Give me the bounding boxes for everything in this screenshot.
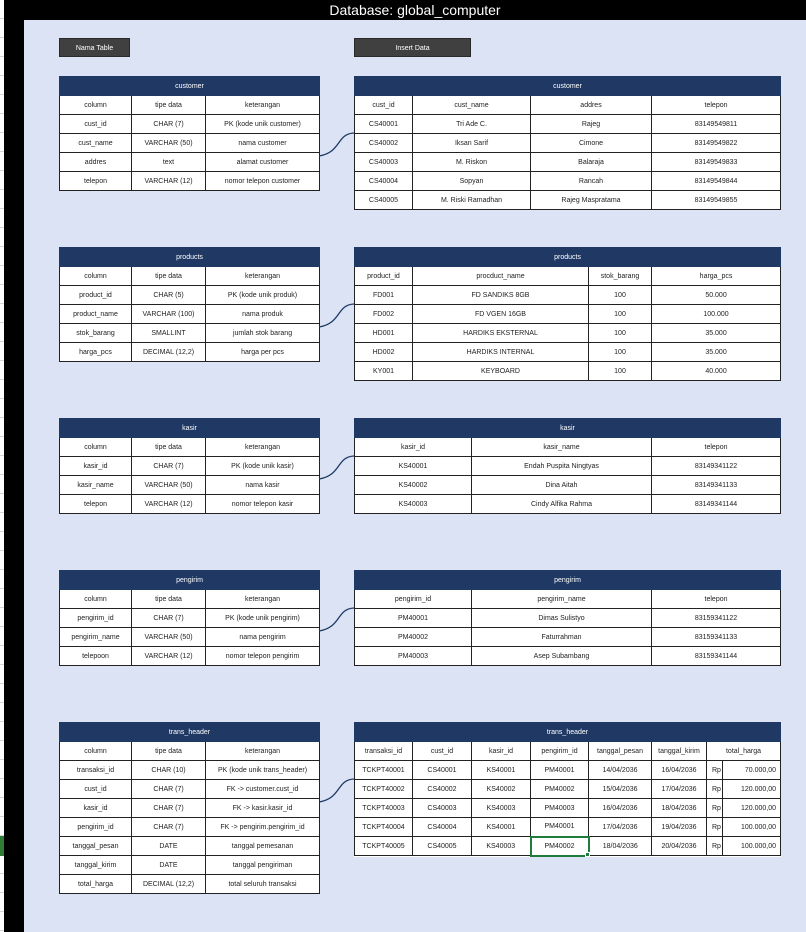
data-cell[interactable]: 83149549822: [652, 134, 781, 153]
data-cell[interactable]: FD SANDIKS 8GB: [413, 286, 589, 305]
data-cell[interactable]: KY001: [355, 362, 413, 381]
schema-row: [60, 324, 320, 343]
data-cell[interactable]: PM40001: [531, 761, 589, 780]
data-row: [355, 799, 781, 818]
left-dark-band: [4, 0, 24, 932]
data-cell[interactable]: FD002: [355, 305, 413, 324]
data-cell[interactable]: CS40004: [355, 172, 413, 191]
data-cell[interactable]: 14/04/2036: [589, 761, 652, 780]
data-cell[interactable]: Asep Subambang: [472, 647, 652, 666]
schema-cell[interactable]: FK -> customer.cust_id: [206, 780, 320, 799]
currency-cell[interactable]: Rp: [707, 818, 723, 837]
data-row: [355, 343, 781, 362]
data-cell[interactable]: PM40003: [355, 647, 472, 666]
schema-row: [60, 818, 320, 837]
data-cell[interactable]: 100: [589, 305, 652, 324]
schema-header-cell[interactable]: tipe data: [132, 96, 206, 115]
schema-cell[interactable]: tanggal pengiriman: [206, 856, 320, 875]
schema-row: [60, 647, 320, 666]
kasir-schema-table: [59, 418, 320, 514]
schema-row: [60, 495, 320, 514]
data-header-cell[interactable]: pengirim_id: [531, 742, 589, 761]
schema-row: [60, 115, 320, 134]
schema-cell[interactable]: CHAR (7): [132, 818, 206, 837]
data-cell[interactable]: CS40003: [413, 799, 472, 818]
data-header-cell[interactable]: cust_id: [355, 96, 413, 115]
data-cell[interactable]: 83149549844: [652, 172, 781, 191]
schema-cell[interactable]: telepon: [60, 172, 132, 191]
data-cell[interactable]: 40.000: [652, 362, 781, 381]
schema-header-cell[interactable]: column: [60, 96, 132, 115]
schema-row: [60, 343, 320, 362]
schema-title: kasir: [60, 419, 320, 438]
schema-cell[interactable]: tanggal_kirim: [60, 856, 132, 875]
data-header-cell[interactable]: addres: [531, 96, 652, 115]
schema-cell[interactable]: pengirim_id: [60, 818, 132, 837]
schema-cell[interactable]: VARCHAR (100): [132, 305, 206, 324]
data-row: [355, 609, 781, 628]
data-cell[interactable]: CS40005: [413, 837, 472, 856]
pengirim-schema-table: [59, 570, 320, 666]
data-row: [355, 476, 781, 495]
data-cell[interactable]: CS40001: [413, 761, 472, 780]
currency-cell[interactable]: Rp: [707, 837, 723, 856]
schema-cell[interactable]: cust_id: [60, 780, 132, 799]
data-cell[interactable]: HARDIKS EKSTERNAL: [413, 324, 589, 343]
data-cell[interactable]: 83149341133: [652, 476, 781, 495]
data-cell[interactable]: CS40001: [355, 115, 413, 134]
data-header-cell[interactable]: telepon: [652, 438, 781, 457]
data-header-cell[interactable]: pengirim_id: [355, 590, 472, 609]
data-row: [355, 837, 781, 856]
data-row: [355, 628, 781, 647]
data-cell[interactable]: CS40003: [355, 153, 413, 172]
trans-header-data-table: [354, 722, 781, 857]
data-cell[interactable]: FD001: [355, 286, 413, 305]
customer-schema-table: [59, 76, 320, 191]
schema-cell[interactable]: CHAR (10): [132, 761, 206, 780]
schema-cell[interactable]: CHAR (7): [132, 115, 206, 134]
schema-cell[interactable]: VARCHAR (50): [132, 476, 206, 495]
data-cell[interactable]: Cimone: [531, 134, 652, 153]
data-row: [355, 362, 781, 381]
schema-cell[interactable]: nama customer: [206, 134, 320, 153]
schema-header-cell[interactable]: column: [60, 438, 132, 457]
schema-cell[interactable]: telepoon: [60, 647, 132, 666]
data-cell[interactable]: 83149549855: [652, 191, 781, 210]
data-cell[interactable]: 50.000: [652, 286, 781, 305]
schema-header-cell[interactable]: keterangan: [206, 96, 320, 115]
data-cell[interactable]: FD VGEN 16GB: [413, 305, 589, 324]
schema-cell[interactable]: nomor telepon pengirim: [206, 647, 320, 666]
currency-cell[interactable]: Rp: [707, 761, 723, 780]
schema-header-cell[interactable]: tipe data: [132, 267, 206, 286]
data-header-cell[interactable]: tanggal_pesan: [589, 742, 652, 761]
data-cell[interactable]: 100: [589, 343, 652, 362]
data-cell[interactable]: PM40003: [531, 799, 589, 818]
kasir-data-table: [354, 418, 781, 514]
data-row: [355, 115, 781, 134]
schema-header-cell[interactable]: tipe data: [132, 742, 206, 761]
data-cell[interactable]: 100: [589, 324, 652, 343]
schema-row: [60, 837, 320, 856]
database-title: Database: global_computer: [24, 0, 806, 20]
data-row: [355, 780, 781, 799]
schema-cell[interactable]: PK (kode unik customer): [206, 115, 320, 134]
data-cell[interactable]: Dina Aitah: [472, 476, 652, 495]
data-cell[interactable]: Rajeg Maspratama: [531, 191, 652, 210]
data-cell[interactable]: 83159341122: [652, 609, 781, 628]
data-title: kasir: [355, 419, 781, 438]
schema-cell[interactable]: stok_barang: [60, 324, 132, 343]
schema-header-cell[interactable]: tipe data: [132, 438, 206, 457]
data-cell[interactable]: M. Riski Ramadhan: [413, 191, 531, 210]
schema-cell[interactable]: nomor telepon customer: [206, 172, 320, 191]
schema-cell[interactable]: telepon: [60, 495, 132, 514]
schema-cell[interactable]: SMALLINT: [132, 324, 206, 343]
data-cell[interactable]: Faturrahman: [472, 628, 652, 647]
data-cell[interactable]: 100.000: [652, 305, 781, 324]
schema-title: products: [60, 248, 320, 267]
data-cell[interactable]: KS40003: [355, 495, 472, 514]
schema-title: pengirim: [60, 571, 320, 590]
data-cell[interactable]: 83149549811: [652, 115, 781, 134]
data-row: [355, 286, 781, 305]
schema-cell[interactable]: addres: [60, 153, 132, 172]
data-header-cell[interactable]: kasir_id: [472, 742, 531, 761]
data-header-cell[interactable]: telepon: [652, 590, 781, 609]
schema-header-cell[interactable]: tipe data: [132, 590, 206, 609]
schema-title: trans_header: [60, 723, 320, 742]
data-cell[interactable]: 83159341144: [652, 647, 781, 666]
schema-row: [60, 799, 320, 818]
schema-cell[interactable]: harga per pcs: [206, 343, 320, 362]
data-cell[interactable]: KEYBOARD: [413, 362, 589, 381]
data-row: [355, 457, 781, 476]
data-row: [355, 761, 781, 780]
schema-cell[interactable]: product_name: [60, 305, 132, 324]
data-cell[interactable]: 18/04/2036: [589, 837, 652, 856]
data-header-cell[interactable]: pengirim_name: [472, 590, 652, 609]
selection-fill-handle[interactable]: [585, 852, 590, 857]
insert-data-label[interactable]: Insert Data: [354, 38, 471, 57]
schema-cell[interactable]: pengirim_id: [60, 609, 132, 628]
schema-row: [60, 780, 320, 799]
data-cell[interactable]: 35.000: [652, 324, 781, 343]
amount-cell[interactable]: 100.000,00: [723, 818, 781, 837]
data-cell[interactable]: Iksan Sarif: [413, 134, 531, 153]
schema-header-cell[interactable]: column: [60, 742, 132, 761]
data-cell[interactable]: 83149341144: [652, 495, 781, 514]
data-cell[interactable]: 20/04/2036: [652, 837, 707, 856]
schema-header-cell[interactable]: column: [60, 590, 132, 609]
schema-row: [60, 286, 320, 305]
schema-header-cell[interactable]: keterangan: [206, 438, 320, 457]
data-cell[interactable]: 83149549833: [652, 153, 781, 172]
schema-cell[interactable]: kasir_id: [60, 457, 132, 476]
schema-cell[interactable]: CHAR (7): [132, 799, 206, 818]
data-header-cell[interactable]: cust_name: [413, 96, 531, 115]
schema-cell[interactable]: PK (kode unik produk): [206, 286, 320, 305]
data-cell[interactable]: 83149341122: [652, 457, 781, 476]
schema-cell[interactable]: tanggal_pesan: [60, 837, 132, 856]
data-cell[interactable]: Cindy Alfika Rahma: [472, 495, 652, 514]
schema-header-cell[interactable]: keterangan: [206, 267, 320, 286]
products-data-table: [354, 247, 781, 381]
schema-cell[interactable]: nomor telepon kasir: [206, 495, 320, 514]
amount-cell[interactable]: 120.000,00: [723, 799, 781, 818]
data-cell[interactable]: Rajeg: [531, 115, 652, 134]
data-cell[interactable]: 100: [589, 286, 652, 305]
schema-cell[interactable]: tanggal pemesanan: [206, 837, 320, 856]
schema-row: [60, 628, 320, 647]
data-cell[interactable]: TCKPT40001: [355, 761, 413, 780]
data-cell[interactable]: KS40001: [355, 457, 472, 476]
data-cell[interactable]: KS40003: [472, 837, 531, 856]
schema-cell[interactable]: CHAR (5): [132, 286, 206, 305]
schema-row: [60, 875, 320, 894]
data-row: [355, 324, 781, 343]
currency-cell[interactable]: Rp: [707, 780, 723, 799]
data-cell[interactable]: CS40002: [413, 780, 472, 799]
data-cell[interactable]: KS40001: [472, 761, 531, 780]
schema-row: [60, 153, 320, 172]
data-cell[interactable]: 15/04/2036: [589, 780, 652, 799]
schema-cell[interactable]: VARCHAR (12): [132, 495, 206, 514]
data-header-cell[interactable]: product_id: [355, 267, 413, 286]
schema-cell[interactable]: product_id: [60, 286, 132, 305]
data-cell[interactable]: 100: [589, 362, 652, 381]
schema-cell[interactable]: VARCHAR (12): [132, 647, 206, 666]
data-header-cell[interactable]: procduct_name: [413, 267, 589, 286]
data-title: products: [355, 248, 781, 267]
schema-cell[interactable]: alamat customer: [206, 153, 320, 172]
data-cell[interactable]: PM40002: [531, 780, 589, 799]
data-header-cell[interactable]: stok_barang: [589, 267, 652, 286]
schema-cell[interactable]: VARCHAR (12): [132, 172, 206, 191]
data-cell[interactable]: KS40003: [472, 799, 531, 818]
data-header-cell[interactable]: transaksi_id: [355, 742, 413, 761]
schema-cell[interactable]: CHAR (7): [132, 457, 206, 476]
data-header-cell[interactable]: kasir_name: [472, 438, 652, 457]
schema-cell[interactable]: CHAR (7): [132, 780, 206, 799]
data-cell[interactable]: TCKPT40005: [355, 837, 413, 856]
data-cell[interactable]: PM40001: [355, 609, 472, 628]
schema-row: [60, 172, 320, 191]
amount-cell[interactable]: 100.000,00: [723, 837, 781, 856]
schema-header-cell[interactable]: keterangan: [206, 590, 320, 609]
schema-cell[interactable]: PK (kode unik trans_header): [206, 761, 320, 780]
data-row: [355, 305, 781, 324]
schema-cell[interactable]: kasir_name: [60, 476, 132, 495]
schema-cell[interactable]: FK -> kasir.kasir_id: [206, 799, 320, 818]
schema-cell[interactable]: DATE: [132, 856, 206, 875]
data-cell[interactable]: TCKPT40004: [355, 818, 413, 837]
data-header-cell[interactable]: cust_id: [413, 742, 472, 761]
schema-cell[interactable]: nama pengirim: [206, 628, 320, 647]
schema-cell[interactable]: DATE: [132, 837, 206, 856]
data-row: [355, 153, 781, 172]
schema-cell[interactable]: pengirim_name: [60, 628, 132, 647]
data-row: [355, 172, 781, 191]
schema-cell[interactable]: total seluruh transaksi: [206, 875, 320, 894]
data-cell[interactable]: PM40001: [531, 818, 589, 837]
data-cell[interactable]: 16/04/2036: [589, 799, 652, 818]
data-row: [355, 818, 781, 837]
data-cell[interactable]: KS40002: [472, 780, 531, 799]
data-cell[interactable]: KS40002: [355, 476, 472, 495]
schema-row: [60, 476, 320, 495]
schema-cell[interactable]: VARCHAR (50): [132, 134, 206, 153]
data-cell[interactable]: CS40005: [355, 191, 413, 210]
schema-cell[interactable]: CHAR (7): [132, 609, 206, 628]
schema-row: [60, 457, 320, 476]
schema-cell[interactable]: DECIMAL (12,2): [132, 343, 206, 362]
data-cell[interactable]: 19/04/2036: [652, 818, 707, 837]
pengirim-data-table: [354, 570, 781, 666]
data-header-cell[interactable]: total_harga: [707, 742, 781, 761]
schema-row: [60, 305, 320, 324]
data-row: [355, 647, 781, 666]
amount-cell[interactable]: 120.000,00: [723, 780, 781, 799]
data-row: [355, 191, 781, 210]
schema-cell[interactable]: cust_name: [60, 134, 132, 153]
currency-cell[interactable]: Rp: [707, 799, 723, 818]
data-header-cell[interactable]: harga_pcs: [652, 267, 781, 286]
schema-cell[interactable]: FK -> pengirim.pengirim_id: [206, 818, 320, 837]
schema-cell[interactable]: nama kasir: [206, 476, 320, 495]
schema-cell[interactable]: VARCHAR (50): [132, 628, 206, 647]
schema-row: [60, 761, 320, 780]
data-cell[interactable]: HD001: [355, 324, 413, 343]
data-cell[interactable]: TCKPT40003: [355, 799, 413, 818]
data-title: pengirim: [355, 571, 781, 590]
data-cell[interactable]: 16/04/2036: [652, 761, 707, 780]
data-cell[interactable]: HD002: [355, 343, 413, 362]
data-cell[interactable]: 35.000: [652, 343, 781, 362]
data-cell[interactable]: HARDIKS INTERNAL: [413, 343, 589, 362]
data-cell[interactable]: 17/04/2036: [589, 818, 652, 837]
data-cell[interactable]: M. Riskon: [413, 153, 531, 172]
data-cell[interactable]: Endah Puspita Ningtyas: [472, 457, 652, 476]
schema-cell[interactable]: jumlah stok barang: [206, 324, 320, 343]
data-cell[interactable]: Rancah: [531, 172, 652, 191]
data-header-cell[interactable]: kasir_id: [355, 438, 472, 457]
data-cell[interactable]: 18/04/2036: [652, 799, 707, 818]
schema-header-cell[interactable]: column: [60, 267, 132, 286]
data-row: [355, 134, 781, 153]
data-header-cell[interactable]: telepon: [652, 96, 781, 115]
amount-cell[interactable]: 70.000,00: [723, 761, 781, 780]
data-cell[interactable]: 83159341133: [652, 628, 781, 647]
schema-header-cell[interactable]: keterangan: [206, 742, 320, 761]
data-cell[interactable]: CS40002: [355, 134, 413, 153]
schema-cell[interactable]: PK (kode unik pengirim): [206, 609, 320, 628]
data-cell[interactable]: Dimas Sulistyo: [472, 609, 652, 628]
schema-cell[interactable]: total_harga: [60, 875, 132, 894]
schema-cell[interactable]: nama produk: [206, 305, 320, 324]
trans-header-schema-table: [59, 722, 320, 894]
data-cell[interactable]: TCKPT40002: [355, 780, 413, 799]
data-cell[interactable]: 17/04/2036: [652, 780, 707, 799]
schema-cell[interactable]: PK (kode unik kasir): [206, 457, 320, 476]
data-cell[interactable]: Tri Ade C.: [413, 115, 531, 134]
data-cell[interactable]: KS40001: [472, 818, 531, 837]
schema-cell[interactable]: text: [132, 153, 206, 172]
data-header-cell[interactable]: tanggal_kirim: [652, 742, 707, 761]
data-cell[interactable]: CS40004: [413, 818, 472, 837]
schema-title: customer: [60, 77, 320, 96]
data-cell[interactable]: PM40002: [355, 628, 472, 647]
nama-table-label[interactable]: Nama Table: [59, 38, 130, 57]
data-title: customer: [355, 77, 781, 96]
schema-row: [60, 609, 320, 628]
products-schema-table: [59, 247, 320, 362]
schema-cell[interactable]: cust_id: [60, 115, 132, 134]
selected-cell[interactable]: PM40002: [531, 837, 589, 856]
schema-cell[interactable]: harga_pcs: [60, 343, 132, 362]
customer-data-table: [354, 76, 781, 210]
schema-row: [60, 856, 320, 875]
schema-cell[interactable]: transaksi_id: [60, 761, 132, 780]
data-cell[interactable]: Balaraja: [531, 153, 652, 172]
schema-row: [60, 134, 320, 153]
schema-cell[interactable]: kasir_id: [60, 799, 132, 818]
data-row: [355, 495, 781, 514]
data-title: trans_header: [355, 723, 781, 742]
schema-cell[interactable]: DECIMAL (12,2): [132, 875, 206, 894]
data-cell[interactable]: Sopyan: [413, 172, 531, 191]
